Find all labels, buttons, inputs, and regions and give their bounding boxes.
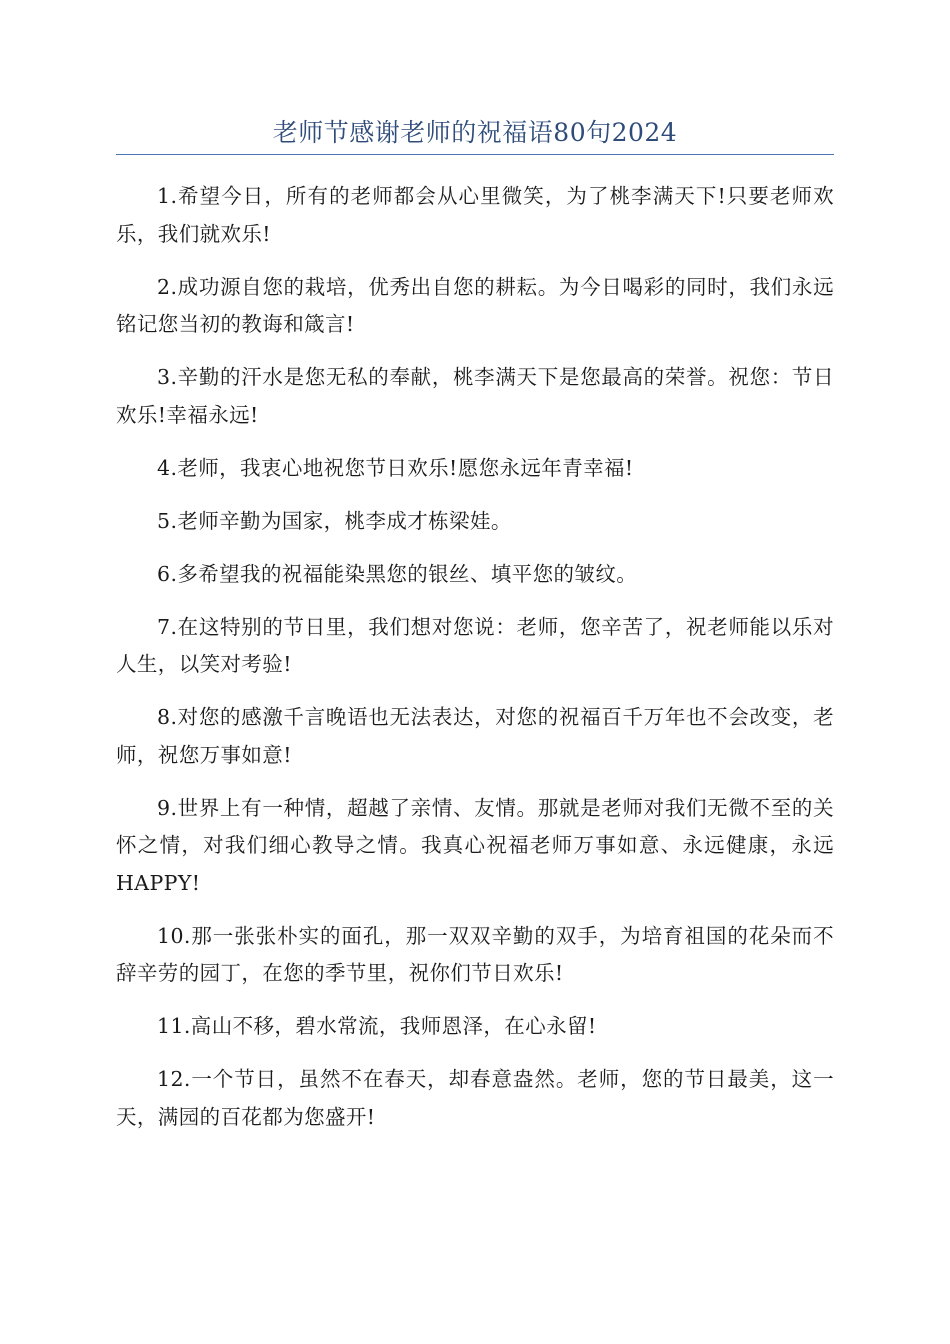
paragraph-9: 9.世界上有一种情，超越了亲情、友情。那就是老师对我们无微不至的关怀之情，对我们细心教导之情。我真心祝福老师万事如意、永远健康，永远HAPPY! bbox=[116, 795, 834, 895]
title-underline bbox=[116, 154, 834, 155]
paragraph-5: 5.老师辛勤为国家，桃李成才栋梁娃。 bbox=[157, 508, 512, 533]
paragraph-6: 6.多希望我的祝福能染黑您的银丝、填平您的皱纹。 bbox=[157, 561, 638, 586]
paragraph-8: 8.对您的感激千言晚语也无法表达，对您的祝福百千万年也不会改变，老师，祝您万事如意! bbox=[116, 705, 834, 767]
paragraph-7: 7.在这特别的节日里，我们想对您说：老师，您辛苦了，祝老师能以乐对人生，以笑对考验! bbox=[116, 614, 834, 676]
paragraph-10: 10.那一张张朴实的面孔，那一双双辛勤的双手，为培育祖国的花朵而不辞辛劳的园丁，在您的季节里，祝你们节日欢乐! bbox=[116, 923, 834, 985]
paragraph-1: 1.希望今日，所有的老师都会从心里微笑，为了桃李满天下!只要老师欢乐，我们就欢乐! bbox=[116, 184, 834, 246]
paragraph-11: 11.高山不移，碧水常流，我师恩泽，在心永留! bbox=[157, 1014, 597, 1038]
paragraph-3: 3.辛勤的汗水是您无私的奉献，桃李满天下是您最高的荣誉。祝您：节日欢乐!幸福永远! bbox=[116, 365, 834, 427]
document-title: 老师节感谢老师的祝福语80句2024 bbox=[272, 118, 678, 147]
document-body bbox=[116, 178, 834, 1152]
paragraph-12: 12.一个节日，虽然不在春天，却春意盎然。老师，您的节日最美，这一天，满园的百花都为您盛开! bbox=[116, 1067, 834, 1129]
paragraph-4: 4.老师，我衷心地祝您节日欢乐!愿您永远年青幸福! bbox=[157, 455, 634, 480]
paragraph-2: 2.成功源自您的栽培，优秀出自您的耕耘。为今日喝彩的同时，我们永远铭记您当初的教诲和箴言! bbox=[116, 274, 834, 336]
